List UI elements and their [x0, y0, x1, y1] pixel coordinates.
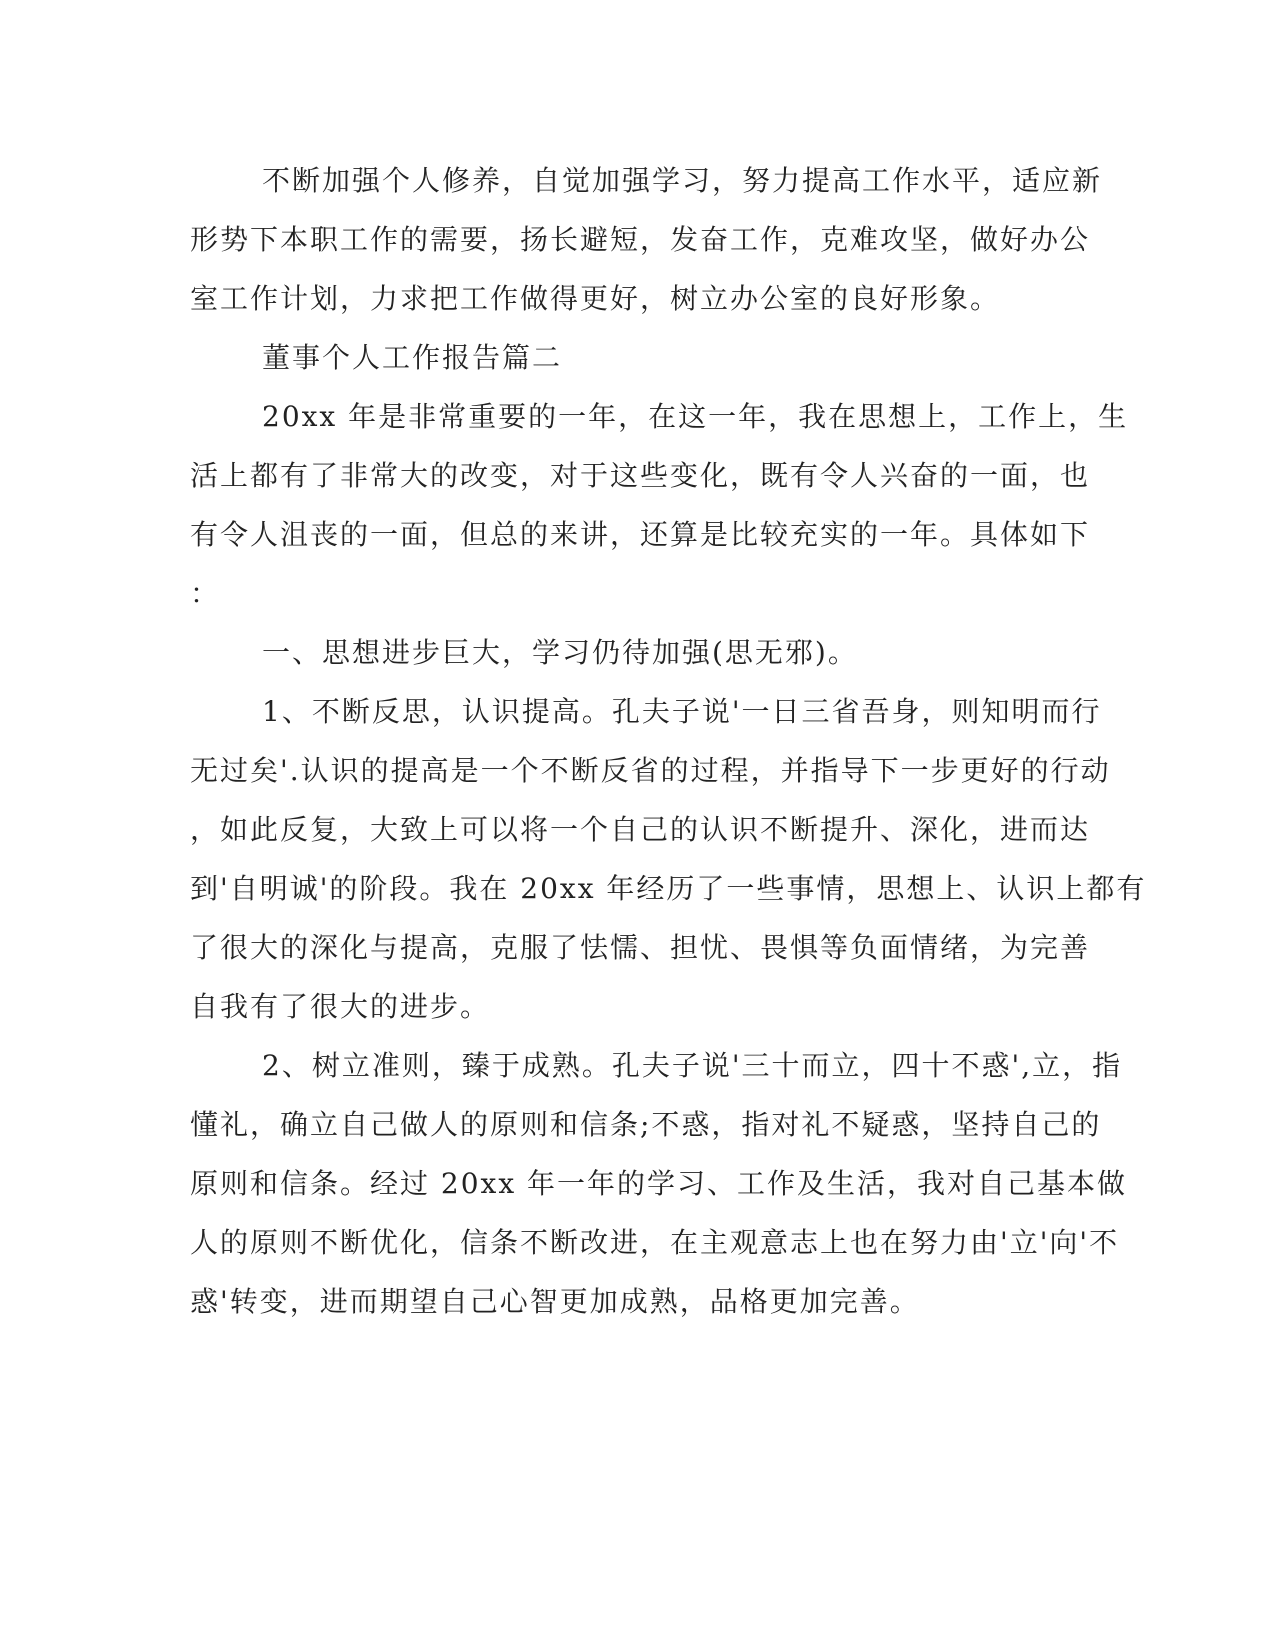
- subheading: 一、思想进步巨大，学习仍待加强(思无邪)。: [262, 636, 858, 669]
- text-line: 2、树立准则，臻于成熟。孔夫子说'三十而立，四十不惑',立，指: [262, 1049, 1123, 1082]
- text-line: 室工作计划，力求把工作做得更好，树立办公室的良好形象。: [190, 282, 1001, 315]
- text-line: ，如此反复，大致上可以将一个自己的认识不断提升、深化，进而达: [190, 813, 1091, 846]
- text-line: 到'自明诚'的阶段。我在 20xx 年经历了一些事情，思想上、认识上都有: [190, 872, 1147, 905]
- text-line: 20xx 年是非常重要的一年，在这一年，我在思想上，工作上，生: [262, 400, 1129, 433]
- text-line: 有令人沮丧的一面，但总的来讲，还算是比较充实的一年。具体如下: [190, 518, 1091, 551]
- text-line: 原则和信条。经过 20xx 年一年的学习、工作及生活，我对自己基本做: [190, 1167, 1128, 1200]
- text-line: 无过矣'.认识的提高是一个不断反省的过程，并指导下一步更好的行动: [190, 754, 1111, 787]
- text-line: 惑'转变，进而期望自己心智更加成熟，品格更加完善。: [190, 1285, 920, 1318]
- text-line: 了很大的深化与提高，克服了怯懦、担忧、畏惧等负面情绪，为完善: [190, 931, 1091, 964]
- text-line: 形势下本职工作的需要，扬长避短，发奋工作，克难攻坚，做好办公: [190, 223, 1091, 256]
- text-line: 不断加强个人修养，自觉加强学习，努力提高工作水平，适应新: [262, 164, 1103, 197]
- text-line: 1、不断反思，认识提高。孔夫子说'一日三省吾身，则知明而行: [262, 695, 1102, 728]
- text-line: 人的原则不断优化，信条不断改进，在主观意志上也在努力由'立'向'不: [190, 1226, 1120, 1259]
- text-line: ：: [190, 577, 221, 610]
- text-line: 活上都有了非常大的改变，对于这些变化，既有令人兴奋的一面，也: [190, 459, 1091, 492]
- text-line: 自我有了很大的进步。: [190, 990, 491, 1023]
- section-heading: 董事个人工作报告篇二: [262, 341, 563, 374]
- text-line: 懂礼，确立自己做人的原则和信条;不惑，指对礼不疑惑，坚持自己的: [190, 1108, 1102, 1141]
